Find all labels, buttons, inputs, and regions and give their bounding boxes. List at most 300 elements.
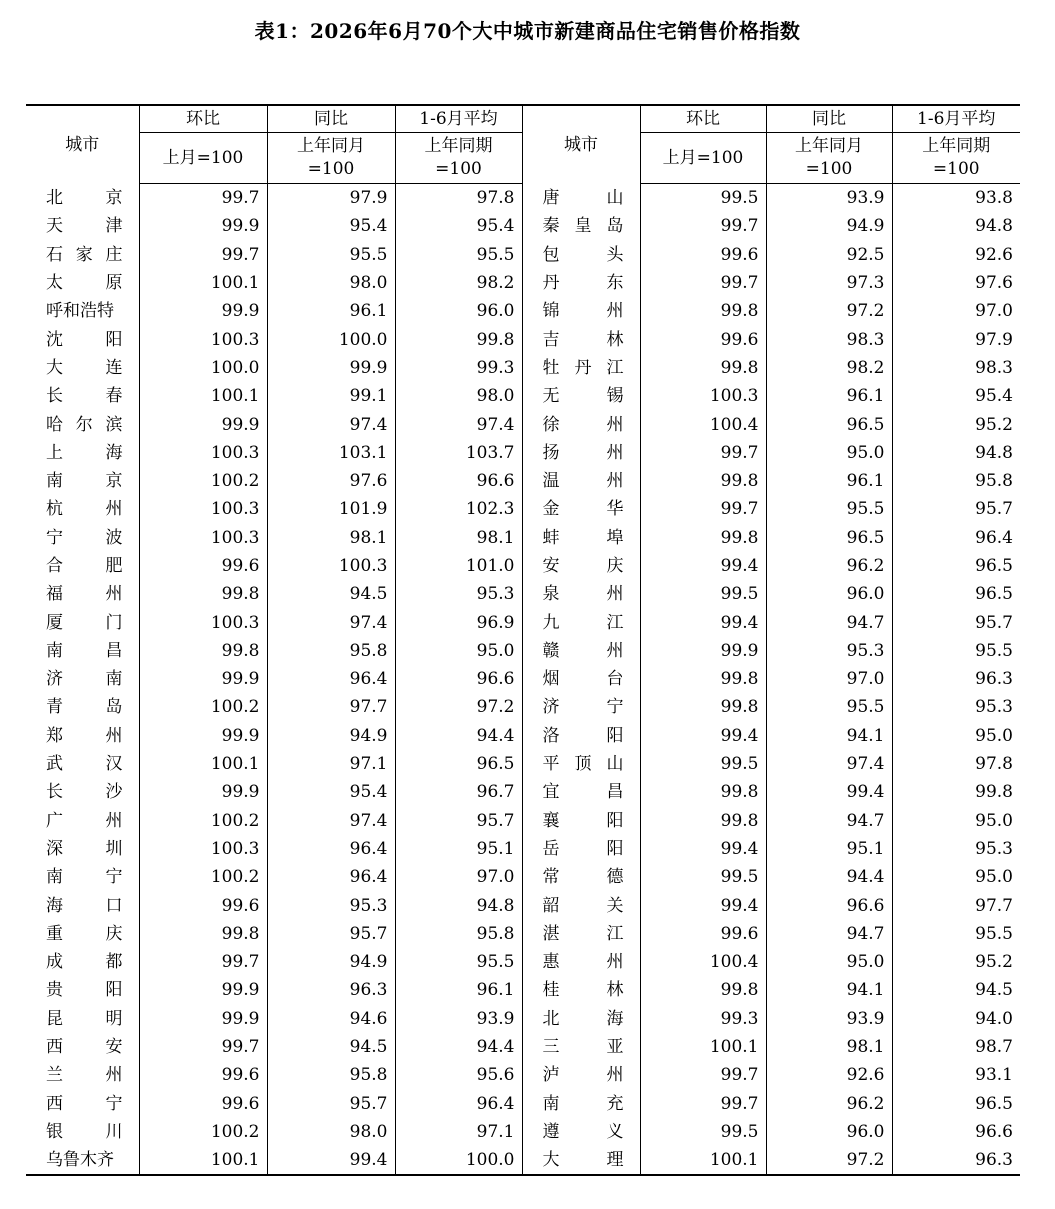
city-name-text: 北 海 xyxy=(542,1008,624,1029)
city-name xyxy=(26,1033,139,1061)
value-avg: 94.8 xyxy=(892,439,1020,467)
table-row xyxy=(26,637,1020,665)
table-row xyxy=(26,212,1020,240)
value-mom: 100.3 xyxy=(139,524,267,552)
value-avg: 96.6 xyxy=(892,1118,1020,1146)
value-avg: 97.0 xyxy=(892,297,1020,325)
value-avg: 95.2 xyxy=(892,410,1020,438)
value-yoy: 97.4 xyxy=(267,608,395,636)
value-mom: 99.7 xyxy=(640,1061,766,1089)
table-body xyxy=(26,184,1020,1176)
value-mom: 99.9 xyxy=(640,637,766,665)
table-row xyxy=(26,184,1020,213)
header-yoy-base-line1: 上年同月 xyxy=(297,136,365,156)
city-name xyxy=(522,807,640,835)
value-yoy: 96.4 xyxy=(267,835,395,863)
value-mom: 99.7 xyxy=(640,439,766,467)
table-row xyxy=(26,1118,1020,1146)
city-name-text: 温 州 xyxy=(542,471,624,492)
header-yoy-left: 同比 xyxy=(267,105,395,133)
value-mom: 100.3 xyxy=(139,608,267,636)
city-name xyxy=(522,297,640,325)
value-mom: 100.1 xyxy=(640,1033,766,1061)
value-yoy: 97.1 xyxy=(267,750,395,778)
value-yoy: 94.9 xyxy=(267,722,395,750)
city-name-text: 三 亚 xyxy=(542,1037,624,1058)
city-name xyxy=(522,750,640,778)
city-name xyxy=(26,1090,139,1118)
city-name xyxy=(522,1061,640,1089)
value-avg: 103.7 xyxy=(395,439,522,467)
value-avg: 96.1 xyxy=(395,976,522,1004)
city-name-text: 济 南 xyxy=(46,669,123,690)
header-avg-base-line2: =100 xyxy=(435,159,482,179)
value-yoy: 97.2 xyxy=(766,297,892,325)
value-mom: 99.8 xyxy=(139,637,267,665)
city-name-text: 湛 江 xyxy=(542,923,624,944)
value-mom: 99.7 xyxy=(640,1090,766,1118)
city-name-text: 武 汉 xyxy=(46,754,123,775)
table-row xyxy=(26,269,1020,297)
city-name-text: 深 圳 xyxy=(46,838,123,859)
value-yoy: 100.0 xyxy=(267,325,395,353)
city-name xyxy=(522,948,640,976)
table-row xyxy=(26,495,1020,523)
city-name-text: 青 岛 xyxy=(46,697,123,718)
table-row xyxy=(26,863,1020,891)
value-mom: 99.5 xyxy=(640,580,766,608)
value-mom: 99.6 xyxy=(139,552,267,580)
value-avg: 96.9 xyxy=(395,608,522,636)
value-yoy: 103.1 xyxy=(267,439,395,467)
city-name-text: 泉 州 xyxy=(542,584,624,605)
city-name xyxy=(26,212,139,240)
value-yoy: 96.6 xyxy=(766,891,892,919)
value-mom: 100.2 xyxy=(139,467,267,495)
table-row xyxy=(26,580,1020,608)
value-mom: 99.8 xyxy=(640,354,766,382)
value-mom: 100.2 xyxy=(139,863,267,891)
city-name xyxy=(522,410,640,438)
value-mom: 99.7 xyxy=(139,1033,267,1061)
city-name xyxy=(26,807,139,835)
value-yoy: 95.1 xyxy=(766,835,892,863)
header-city-right: 城市 xyxy=(522,105,640,184)
city-name xyxy=(26,382,139,410)
city-name xyxy=(522,608,640,636)
value-mom: 99.8 xyxy=(640,467,766,495)
value-yoy: 97.4 xyxy=(766,750,892,778)
city-name xyxy=(26,552,139,580)
city-name-text: 九 江 xyxy=(542,612,624,633)
value-avg: 95.0 xyxy=(892,807,1020,835)
value-avg: 98.0 xyxy=(395,382,522,410)
city-name-text: 石 家 庄 xyxy=(46,244,123,265)
value-yoy: 99.4 xyxy=(766,778,892,806)
value-mom: 100.1 xyxy=(640,1146,766,1175)
value-avg: 95.8 xyxy=(395,920,522,948)
value-mom: 100.4 xyxy=(640,948,766,976)
table-row xyxy=(26,552,1020,580)
city-name-text: 岳 阳 xyxy=(542,838,624,859)
city-name-text: 长 沙 xyxy=(46,782,123,803)
city-name xyxy=(522,920,640,948)
value-avg: 93.9 xyxy=(395,1005,522,1033)
value-avg: 96.3 xyxy=(892,1146,1020,1175)
value-mom: 99.7 xyxy=(139,948,267,976)
value-avg: 95.8 xyxy=(892,467,1020,495)
value-yoy: 96.5 xyxy=(766,524,892,552)
table-row xyxy=(26,241,1020,269)
city-name-text: 南 京 xyxy=(46,471,123,492)
value-yoy: 94.1 xyxy=(766,976,892,1004)
value-mom: 99.8 xyxy=(640,778,766,806)
value-yoy: 96.1 xyxy=(766,467,892,495)
value-mom: 99.7 xyxy=(640,212,766,240)
value-avg: 94.4 xyxy=(395,722,522,750)
city-name xyxy=(26,1061,139,1089)
value-avg: 97.8 xyxy=(395,184,522,213)
value-avg: 94.0 xyxy=(892,1005,1020,1033)
city-name xyxy=(522,722,640,750)
city-name xyxy=(26,835,139,863)
city-name xyxy=(26,637,139,665)
value-yoy: 93.9 xyxy=(766,184,892,213)
value-yoy: 95.7 xyxy=(267,1090,395,1118)
header-mom-left: 环比 xyxy=(139,105,267,133)
city-name-text: 长 春 xyxy=(46,386,123,407)
value-avg: 95.4 xyxy=(892,382,1020,410)
value-mom: 100.3 xyxy=(640,382,766,410)
city-name-text: 韶 关 xyxy=(542,895,624,916)
value-yoy: 96.0 xyxy=(766,1118,892,1146)
value-mom: 99.8 xyxy=(139,580,267,608)
city-name-text: 包 头 xyxy=(542,244,624,265)
value-yoy: 96.4 xyxy=(267,863,395,891)
city-name-text: 牡 丹 江 xyxy=(542,357,624,378)
table-row xyxy=(26,297,1020,325)
value-avg: 99.8 xyxy=(395,325,522,353)
value-mom: 99.8 xyxy=(640,976,766,1004)
city-name-text: 惠 州 xyxy=(542,952,624,973)
table-row xyxy=(26,382,1020,410)
value-mom: 99.6 xyxy=(640,241,766,269)
value-avg: 95.1 xyxy=(395,835,522,863)
value-yoy: 94.5 xyxy=(267,1033,395,1061)
value-yoy: 94.7 xyxy=(766,807,892,835)
value-mom: 99.9 xyxy=(139,1005,267,1033)
value-yoy: 96.0 xyxy=(766,580,892,608)
value-yoy: 95.0 xyxy=(766,948,892,976)
value-avg: 95.5 xyxy=(892,637,1020,665)
city-name xyxy=(522,863,640,891)
header-avg-base-left xyxy=(395,133,522,184)
city-name xyxy=(26,269,139,297)
city-name xyxy=(26,410,139,438)
city-name-text: 济 宁 xyxy=(542,697,624,718)
value-avg: 95.0 xyxy=(892,722,1020,750)
value-yoy: 96.3 xyxy=(267,976,395,1004)
city-name-text: 北 京 xyxy=(46,187,123,208)
table-row xyxy=(26,835,1020,863)
value-mom: 100.2 xyxy=(139,807,267,835)
city-name-text: 平 顶 山 xyxy=(542,754,624,775)
city-name-text: 贵 阳 xyxy=(46,980,123,1001)
value-avg: 99.8 xyxy=(892,778,1020,806)
table-row xyxy=(26,325,1020,353)
value-mom: 99.4 xyxy=(640,835,766,863)
city-name-text: 郑 州 xyxy=(46,725,123,746)
city-name xyxy=(26,976,139,1004)
city-name xyxy=(26,297,139,325)
value-yoy: 95.4 xyxy=(267,778,395,806)
city-name-text: 蚌 埠 xyxy=(542,527,624,548)
city-name xyxy=(26,948,139,976)
value-yoy: 97.4 xyxy=(267,807,395,835)
city-name-text: 厦 门 xyxy=(46,612,123,633)
city-name-text: 赣 州 xyxy=(542,640,624,661)
city-name-text: 南 宁 xyxy=(46,867,123,888)
city-name-text: 遵 义 xyxy=(542,1121,624,1142)
city-name xyxy=(26,665,139,693)
value-yoy: 96.2 xyxy=(766,1090,892,1118)
value-yoy: 97.6 xyxy=(267,467,395,495)
city-name-text: 襄 阳 xyxy=(542,810,624,831)
city-name-text: 吉 林 xyxy=(542,329,624,350)
city-name-text: 海 口 xyxy=(46,895,123,916)
value-yoy: 93.9 xyxy=(766,1005,892,1033)
city-name xyxy=(26,580,139,608)
value-mom: 100.0 xyxy=(139,354,267,382)
value-avg: 95.7 xyxy=(892,495,1020,523)
city-name-text: 常 德 xyxy=(542,867,624,888)
value-yoy: 94.9 xyxy=(267,948,395,976)
value-avg: 95.5 xyxy=(395,241,522,269)
city-name-text: 无 锡 xyxy=(542,386,624,407)
value-mom: 99.8 xyxy=(139,920,267,948)
value-mom: 99.4 xyxy=(640,722,766,750)
header-yoy-base-line2: =100 xyxy=(805,159,853,179)
value-avg: 95.5 xyxy=(892,920,1020,948)
value-yoy: 94.6 xyxy=(267,1005,395,1033)
value-yoy: 99.4 xyxy=(267,1146,395,1175)
city-name xyxy=(522,778,640,806)
value-mom: 99.7 xyxy=(640,495,766,523)
value-yoy: 95.3 xyxy=(766,637,892,665)
city-name-text: 洛 阳 xyxy=(542,725,624,746)
city-name xyxy=(522,1146,640,1175)
value-mom: 99.9 xyxy=(139,665,267,693)
city-name-text: 银 川 xyxy=(46,1121,123,1142)
value-mom: 100.1 xyxy=(139,1146,267,1175)
value-avg: 94.8 xyxy=(892,212,1020,240)
city-name xyxy=(26,891,139,919)
value-yoy: 95.3 xyxy=(267,891,395,919)
city-name-text: 桂 林 xyxy=(542,980,624,1001)
value-avg: 94.5 xyxy=(892,976,1020,1004)
header-avg-right: 1-6月平均 xyxy=(892,105,1020,133)
value-avg: 92.6 xyxy=(892,241,1020,269)
value-avg: 96.5 xyxy=(892,580,1020,608)
value-mom: 100.3 xyxy=(139,495,267,523)
value-avg: 95.7 xyxy=(395,807,522,835)
value-mom: 99.4 xyxy=(640,608,766,636)
header-yoy-base-left xyxy=(267,133,395,184)
city-name-text: 秦 皇 岛 xyxy=(542,216,624,237)
city-name xyxy=(26,241,139,269)
table-row xyxy=(26,354,1020,382)
value-yoy: 99.1 xyxy=(267,382,395,410)
value-avg: 96.6 xyxy=(395,467,522,495)
value-avg: 95.3 xyxy=(395,580,522,608)
value-yoy: 94.9 xyxy=(766,212,892,240)
city-name xyxy=(522,269,640,297)
table-row xyxy=(26,439,1020,467)
city-name-text: 福 州 xyxy=(46,584,123,605)
city-name-text: 广 州 xyxy=(46,810,123,831)
city-name xyxy=(26,184,139,213)
value-avg: 97.9 xyxy=(892,325,1020,353)
value-mom: 99.9 xyxy=(139,297,267,325)
value-mom: 100.2 xyxy=(139,693,267,721)
value-mom: 99.8 xyxy=(640,693,766,721)
value-yoy: 97.2 xyxy=(766,1146,892,1175)
value-mom: 100.1 xyxy=(139,382,267,410)
value-avg: 97.2 xyxy=(395,693,522,721)
table-row xyxy=(26,1061,1020,1089)
table-row xyxy=(26,920,1020,948)
city-name xyxy=(522,1033,640,1061)
value-yoy: 95.5 xyxy=(267,241,395,269)
city-name xyxy=(522,325,640,353)
city-name xyxy=(522,891,640,919)
value-mom: 99.9 xyxy=(139,722,267,750)
value-mom: 99.8 xyxy=(640,807,766,835)
city-name-text: 泸 州 xyxy=(542,1065,624,1086)
header-city-left: 城市 xyxy=(65,134,100,155)
value-mom: 99.6 xyxy=(640,325,766,353)
city-name xyxy=(522,1090,640,1118)
value-avg: 96.7 xyxy=(395,778,522,806)
value-avg: 101.0 xyxy=(395,552,522,580)
city-name xyxy=(26,778,139,806)
table-row xyxy=(26,750,1020,778)
city-name xyxy=(522,580,640,608)
value-mom: 99.4 xyxy=(640,552,766,580)
value-yoy: 96.1 xyxy=(267,297,395,325)
city-name xyxy=(26,750,139,778)
value-avg: 100.0 xyxy=(395,1146,522,1175)
city-name-text: 上 海 xyxy=(46,442,123,463)
city-name xyxy=(26,467,139,495)
header-avg-base-line2: =100 xyxy=(932,159,980,179)
value-yoy: 94.7 xyxy=(766,608,892,636)
header-avg-base-line1: 上年同期 xyxy=(424,136,493,156)
value-mom: 100.3 xyxy=(139,439,267,467)
value-mom: 99.9 xyxy=(139,212,267,240)
value-mom: 99.3 xyxy=(640,1005,766,1033)
value-mom: 99.8 xyxy=(640,297,766,325)
city-name-text: 哈 尔 滨 xyxy=(46,414,123,435)
city-name xyxy=(26,920,139,948)
city-name xyxy=(26,495,139,523)
value-yoy: 95.5 xyxy=(766,693,892,721)
city-name xyxy=(26,1146,139,1175)
header-mom-base-right: 上月=100 xyxy=(640,133,766,184)
city-name xyxy=(522,241,640,269)
value-avg: 97.7 xyxy=(892,891,1020,919)
city-name xyxy=(522,552,640,580)
city-name xyxy=(26,1005,139,1033)
value-yoy: 96.1 xyxy=(766,382,892,410)
city-name-text: 天 津 xyxy=(46,216,123,237)
value-avg: 98.3 xyxy=(892,354,1020,382)
city-name xyxy=(26,863,139,891)
value-yoy: 94.7 xyxy=(766,920,892,948)
value-avg: 94.8 xyxy=(395,891,522,919)
value-yoy: 96.4 xyxy=(267,665,395,693)
city-name xyxy=(522,467,640,495)
value-avg: 97.4 xyxy=(395,410,522,438)
header-yoy-base-line1: 上年同月 xyxy=(795,136,863,156)
value-mom: 99.7 xyxy=(139,241,267,269)
value-avg: 96.6 xyxy=(395,665,522,693)
value-avg: 98.7 xyxy=(892,1033,1020,1061)
table-row xyxy=(26,608,1020,636)
table-row xyxy=(26,410,1020,438)
value-mom: 100.3 xyxy=(139,835,267,863)
city-name-text: 西 宁 xyxy=(46,1093,123,1114)
table-row xyxy=(26,778,1020,806)
city-name-text: 西 安 xyxy=(46,1037,123,1058)
value-avg: 94.4 xyxy=(395,1033,522,1061)
city-name xyxy=(522,835,640,863)
city-name xyxy=(26,439,139,467)
city-name xyxy=(522,1005,640,1033)
city-name xyxy=(522,184,640,213)
value-yoy: 101.9 xyxy=(267,495,395,523)
value-mom: 99.6 xyxy=(139,1061,267,1089)
table-row xyxy=(26,467,1020,495)
value-yoy: 92.5 xyxy=(766,241,892,269)
value-avg: 97.0 xyxy=(395,863,522,891)
value-avg: 98.2 xyxy=(395,269,522,297)
city-name-text: 南 充 xyxy=(542,1093,624,1114)
value-avg: 96.4 xyxy=(892,524,1020,552)
value-mom: 99.5 xyxy=(640,1118,766,1146)
value-mom: 99.5 xyxy=(640,750,766,778)
city-name xyxy=(522,382,640,410)
city-name xyxy=(522,524,640,552)
value-avg: 95.5 xyxy=(395,948,522,976)
city-name-text: 太 原 xyxy=(46,273,123,294)
value-avg: 95.6 xyxy=(395,1061,522,1089)
city-name xyxy=(522,354,640,382)
city-name-text: 杭 州 xyxy=(46,499,123,520)
value-yoy: 97.3 xyxy=(766,269,892,297)
city-name xyxy=(522,1118,640,1146)
city-name-text: 丹 东 xyxy=(542,273,624,294)
city-name-text: 沈 阳 xyxy=(46,329,123,350)
city-name xyxy=(522,212,640,240)
value-avg: 102.3 xyxy=(395,495,522,523)
header-avg-base-line1: 上年同期 xyxy=(922,136,991,156)
city-name-text: 锦 州 xyxy=(542,301,624,322)
value-avg: 97.8 xyxy=(892,750,1020,778)
value-avg: 96.5 xyxy=(892,1090,1020,1118)
city-name-text: 安 庆 xyxy=(542,556,624,576)
value-mom: 99.9 xyxy=(139,976,267,1004)
